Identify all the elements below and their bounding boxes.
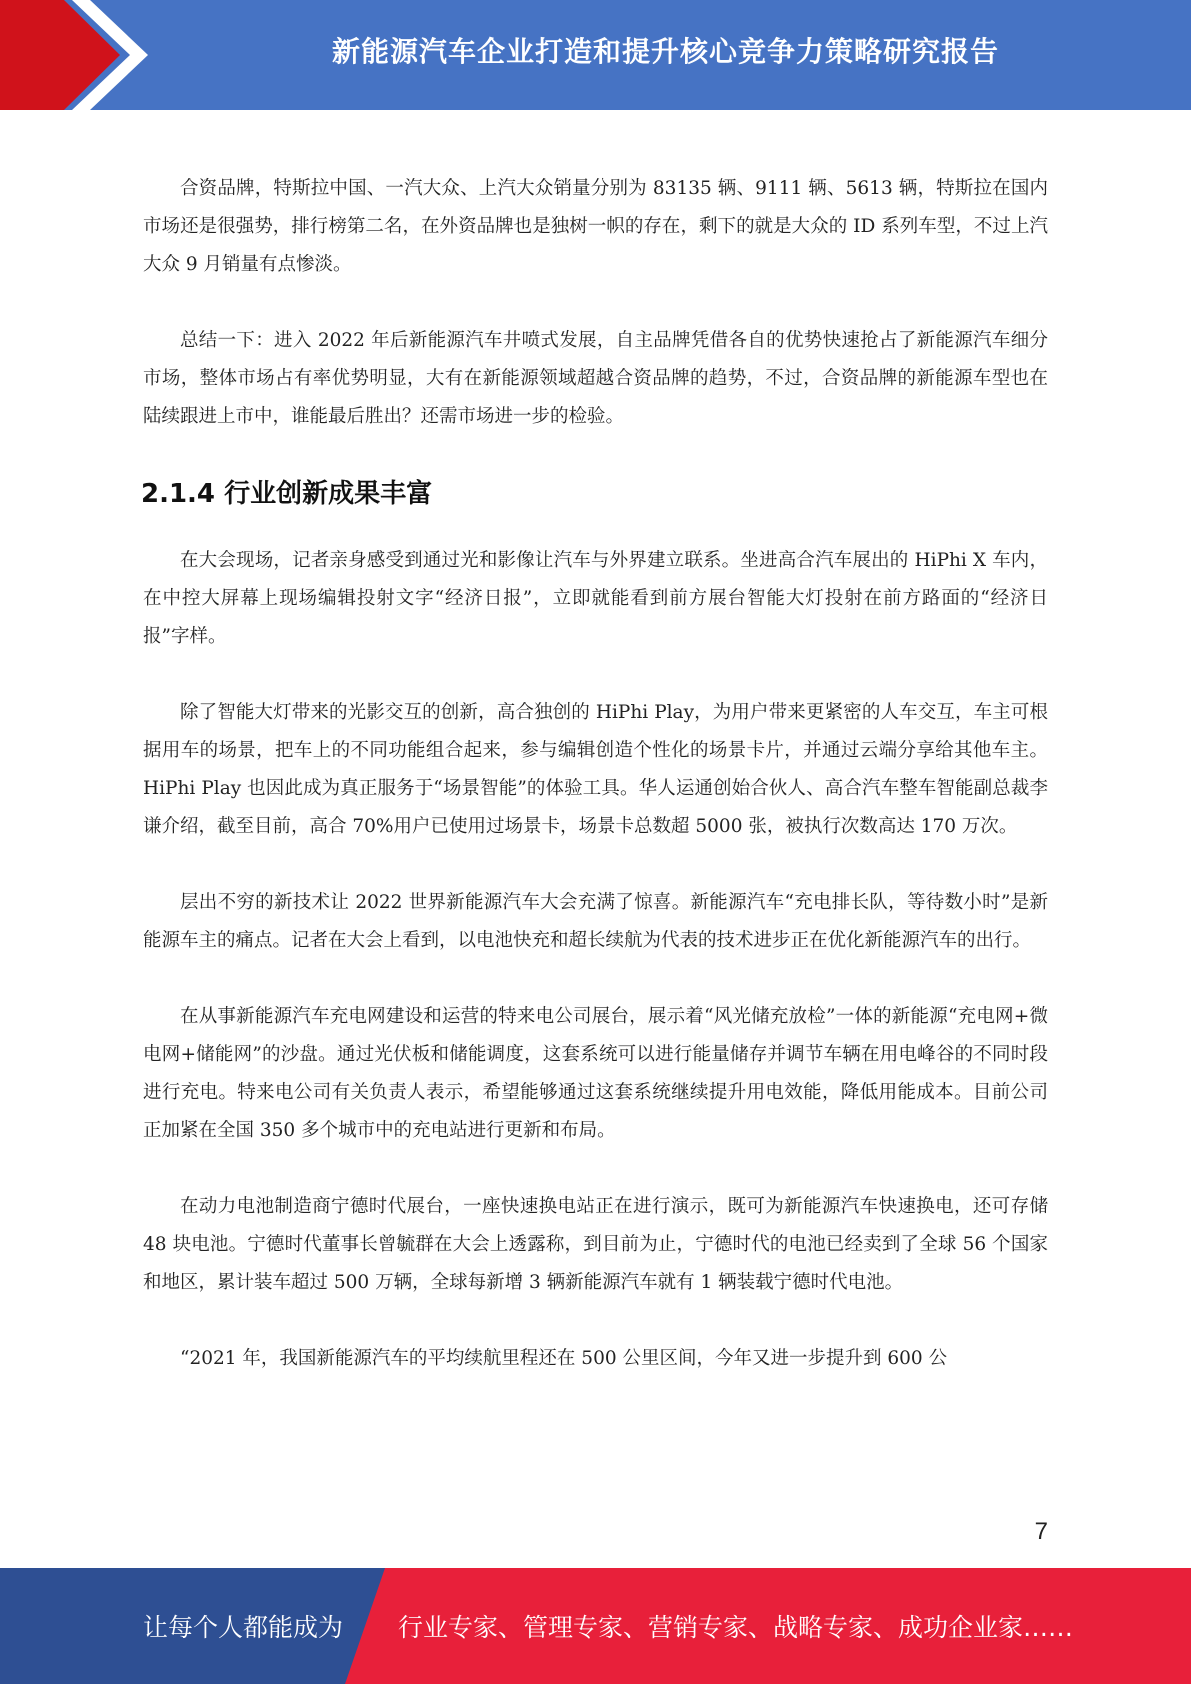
- paragraph-new-tech: 层出不穷的新技术让 2022 世界新能源汽车大会充满了惊喜。新能源汽车“充电排长队，等待数小时”是新能源车主的痛点。记者在大会上看到，以电池快充和超长续航为代表的技术进步正在优化新能源汽车的出行。: [143, 892, 1048, 951]
- paragraph-jv-brands: 合资品牌，特斯拉中国、一汽大众、上汽大众销量分别为 83135 辆、9111 辆、5613 辆，特斯拉在国内市场还是很强势，排行榜第二名，在外资品牌也是独树一帜的存在，剩下的就是大众的 ID 系列车型，不过上汽大众 9 月销量有点惨淡。: [143, 178, 1048, 275]
- footer-band: [0, 1568, 1191, 1684]
- paragraph-hiphi-x: 在大会现场，记者亲身感受到通过光和影像让汽车与外界建立联系。坐进高合汽车展出的 HiPhi X 车内，在中控大屏幕上现场编辑投射文字“经济日报”，立即就能看到前方展台智能大灯投射在前方路面的“经济日报”字样。: [143, 550, 1048, 647]
- page-content: [143, 170, 1048, 1416]
- footer-slogan-right: 行业专家、管理专家、营销专家、战略专家、成功企业家……: [398, 1613, 1074, 1642]
- report-title: 新能源汽车企业打造和提升核心竞争力策略研究报告: [331, 35, 999, 68]
- header-band: [0, 0, 1191, 110]
- paragraph-summary: 总结一下：进入 2022 年后新能源汽车井喷式发展，自主品牌凭借各自的优势快速抢占了新能源汽车细分市场，整体市场占有率优势明显，大有在新能源领域超越合资品牌的趋势，不过，合资品牌的新能源车型也在陆续跟进上市中，谁能最后胜出？还需市场进一步的检验。: [143, 330, 1048, 427]
- header-arrow-decoration: [0, 0, 160, 110]
- paragraph-catl: 在动力电池制造商宁德时代展台，一座快速换电站正在进行演示，既可为新能源汽车快速换电，还可存储 48 块电池。宁德时代董事长曾毓群在大会上透露称，到目前为止，宁德时代的电池已经卖到了全球 56 个国家和地区，累计装车超过 500 万辆，全球每新增 3 辆新能源汽车就有 1 辆装载宁德时代电池。: [143, 1196, 1048, 1293]
- paragraph-teld: 在从事新能源汽车充电网建设和运营的特来电公司展台，展示着“风光储充放检”一体的新能源“充电网+微电网+储能网”的沙盘。通过光伏板和储能调度，这套系统可以进行能量储存并调节车辆在用电峰谷的不同时段进行充电。特来电公司有关负责人表示，希望能够通过这套系统继续提升用电效能，降低用能成本。目前公司正加紧在全国 350 多个城市中的充电站进行更新和布局。: [143, 1006, 1048, 1141]
- section-heading: 2.1.4 行业创新成果丰富: [141, 479, 433, 509]
- paragraph-hiphi-play: 除了智能大灯带来的光影交互的创新，高合独创的 HiPhi Play，为用户带来更紧密的人车交互，车主可根据用车的场景，把车上的不同功能组合起来，参与编辑创造个性化的场景卡片，并通过云端分享给其他车主。HiPhi Play 也因此成为真正服务于“场景智能”的体验工具。华人运通创始合伙人、高合汽车整车智能副总裁李谦介绍，截至目前，高合 70%用户已使用过场景卡，场景卡总数超 5000 张，被执行次数高达 170 万次。: [143, 702, 1048, 837]
- page-number: 7: [1034, 1518, 1048, 1545]
- footer-slogan-left: 让每个人都能成为: [143, 1613, 344, 1642]
- paragraph-range-quote: “2021 年，我国新能源汽车的平均续航里程还在 500 公里区间，今年又进一步提升到 600 公: [180, 1348, 948, 1369]
